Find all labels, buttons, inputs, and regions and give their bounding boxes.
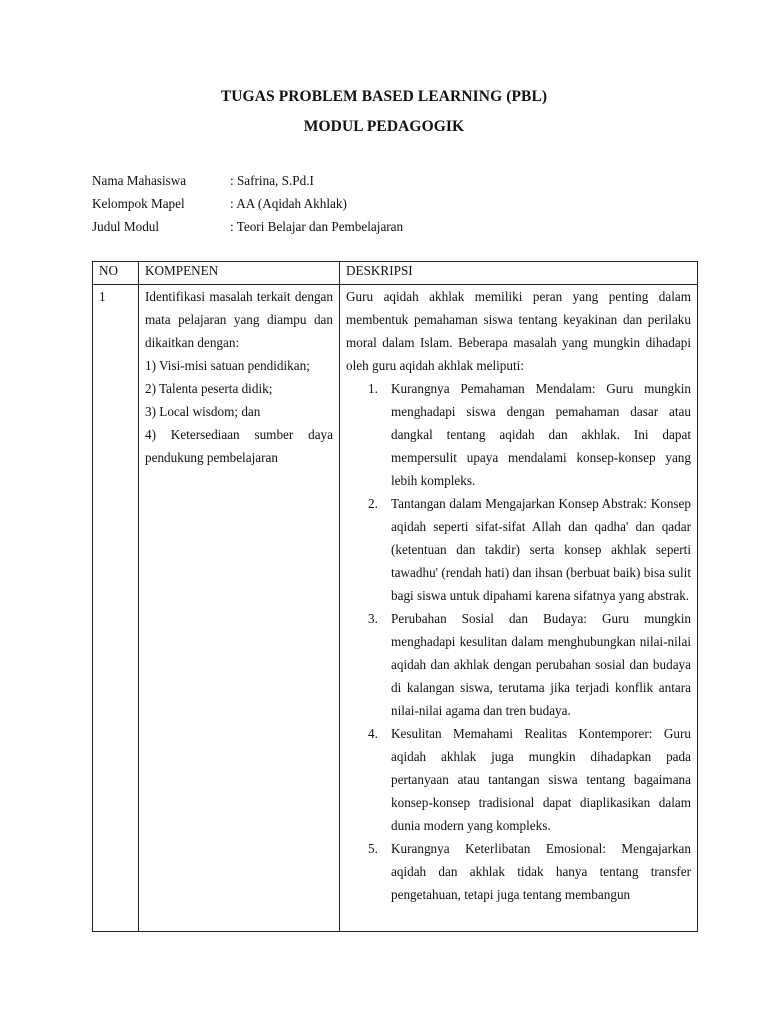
deskripsi-list — [346, 377, 691, 906]
deskripsi-intro: Guru aqidah akhlak memiliki peran yang penting dalam membentuk pemahaman siswa tentang keyakinan dan perilaku moral dalam Islam. Beberapa masalah yang mungkin dihadapi oleh guru aqidah akhlak meliputi: — [346, 289, 691, 373]
kompenen-intro: Identifikasi masalah terkait dengan mata pelajaran yang diampu dan dikaitkan dengan: — [145, 289, 333, 350]
list-text: Kurangnya Keterlibatan Emosional: Mengajarkan aqidah dan akhlak tidak hanya tentang transfer pengetahuan, tetapi juga tentang membangun — [391, 841, 691, 902]
list-number: 3. — [368, 611, 378, 626]
info-value: : Safrina, S.Pd.I — [230, 173, 314, 188]
list-number: 4. — [368, 726, 378, 741]
deskripsi-list-item — [346, 377, 691, 492]
pbl-table — [92, 261, 698, 932]
info-row-judul — [92, 215, 403, 238]
document-title: TUGAS PROBLEM BASED LEARNING (PBL) — [220, 88, 548, 105]
list-text: Perubahan Sosial dan Budaya: Guru mungkin menghadapi kesulitan dalam menghubungkan nilai-nilai aqidah dan akhlak dengan perubahan sosial dan budaya di kalangan siswa, terutama jika terjadi konflik antara nilai-nilai agama dan tren budaya. — [391, 611, 691, 718]
table-header-row — [93, 262, 698, 285]
info-value: : Teori Belajar dan Pembelajaran — [230, 219, 404, 234]
info-label: Nama Mahasiswa — [92, 173, 187, 188]
info-row-kelompok — [92, 192, 403, 215]
deskripsi-list-item — [346, 722, 691, 837]
cell-no — [93, 285, 139, 932]
deskripsi-list-item — [346, 837, 691, 906]
student-info — [92, 169, 403, 238]
table-row — [93, 285, 698, 932]
kompenen-item: 4) Ketersediaan sumber daya pendukung pembelajaran — [145, 427, 333, 465]
deskripsi-list-item — [346, 492, 691, 607]
deskripsi-content — [340, 285, 697, 906]
list-number: 1. — [368, 381, 378, 396]
header-kompenen: KOMPENEN — [139, 262, 340, 285]
row-number: 1 — [99, 289, 106, 304]
cell-deskripsi — [340, 285, 698, 932]
kompenen-item: 1) Visi-misi satuan pendidikan; — [145, 358, 310, 373]
info-label: Judul Modul — [92, 219, 160, 234]
header-deskripsi: DESKRIPSI — [340, 262, 698, 285]
list-text: Kurangnya Pemahaman Mendalam: Guru mungkin menghadapi siswa dengan pemahaman dasar atau dangkal tentang aqidah dan akhlak. Ini dapat mempersulit upaya mendalami konsep-konsep yang lebih kompleks. — [391, 381, 691, 488]
deskripsi-list-item — [346, 607, 691, 722]
list-number: 5. — [368, 841, 378, 856]
info-row-nama — [92, 169, 403, 192]
list-text: Tantangan dalam Mengajarkan Konsep Abstrak: Konsep aqidah seperti sifat-sifat Allah dan qadha' dan qadar (ketentuan dan takdir) serta konsep akhlak seperti tawadhu' (rendah hati) dan ihsan (berbuat baik) bisa sulit bagi siswa untuk dipahami karena sifatnya yang abstrak. — [391, 496, 691, 603]
kompenen-item: 3) Local wisdom; dan — [145, 404, 261, 419]
list-number: 2. — [368, 496, 378, 511]
header-no: NO — [93, 262, 139, 285]
document-subtitle: MODUL PEDAGOGIK — [303, 118, 465, 135]
cell-kompenen — [139, 285, 340, 932]
kompenen-content — [139, 285, 339, 469]
list-text: Kesulitan Memahami Realitas Kontemporer: Guru aqidah akhlak juga mungkin dihadapkan pada pertanyaan atau tantangan siswa tentang bagaimana konsep-konsep tradisional dapat diaplikasikan dalam dunia modern yang kompleks. — [391, 726, 691, 833]
kompenen-item: 2) Talenta peserta didik; — [145, 381, 273, 396]
info-value: : AA (Aqidah Akhlak) — [230, 196, 347, 211]
info-label: Kelompok Mapel — [92, 196, 185, 211]
